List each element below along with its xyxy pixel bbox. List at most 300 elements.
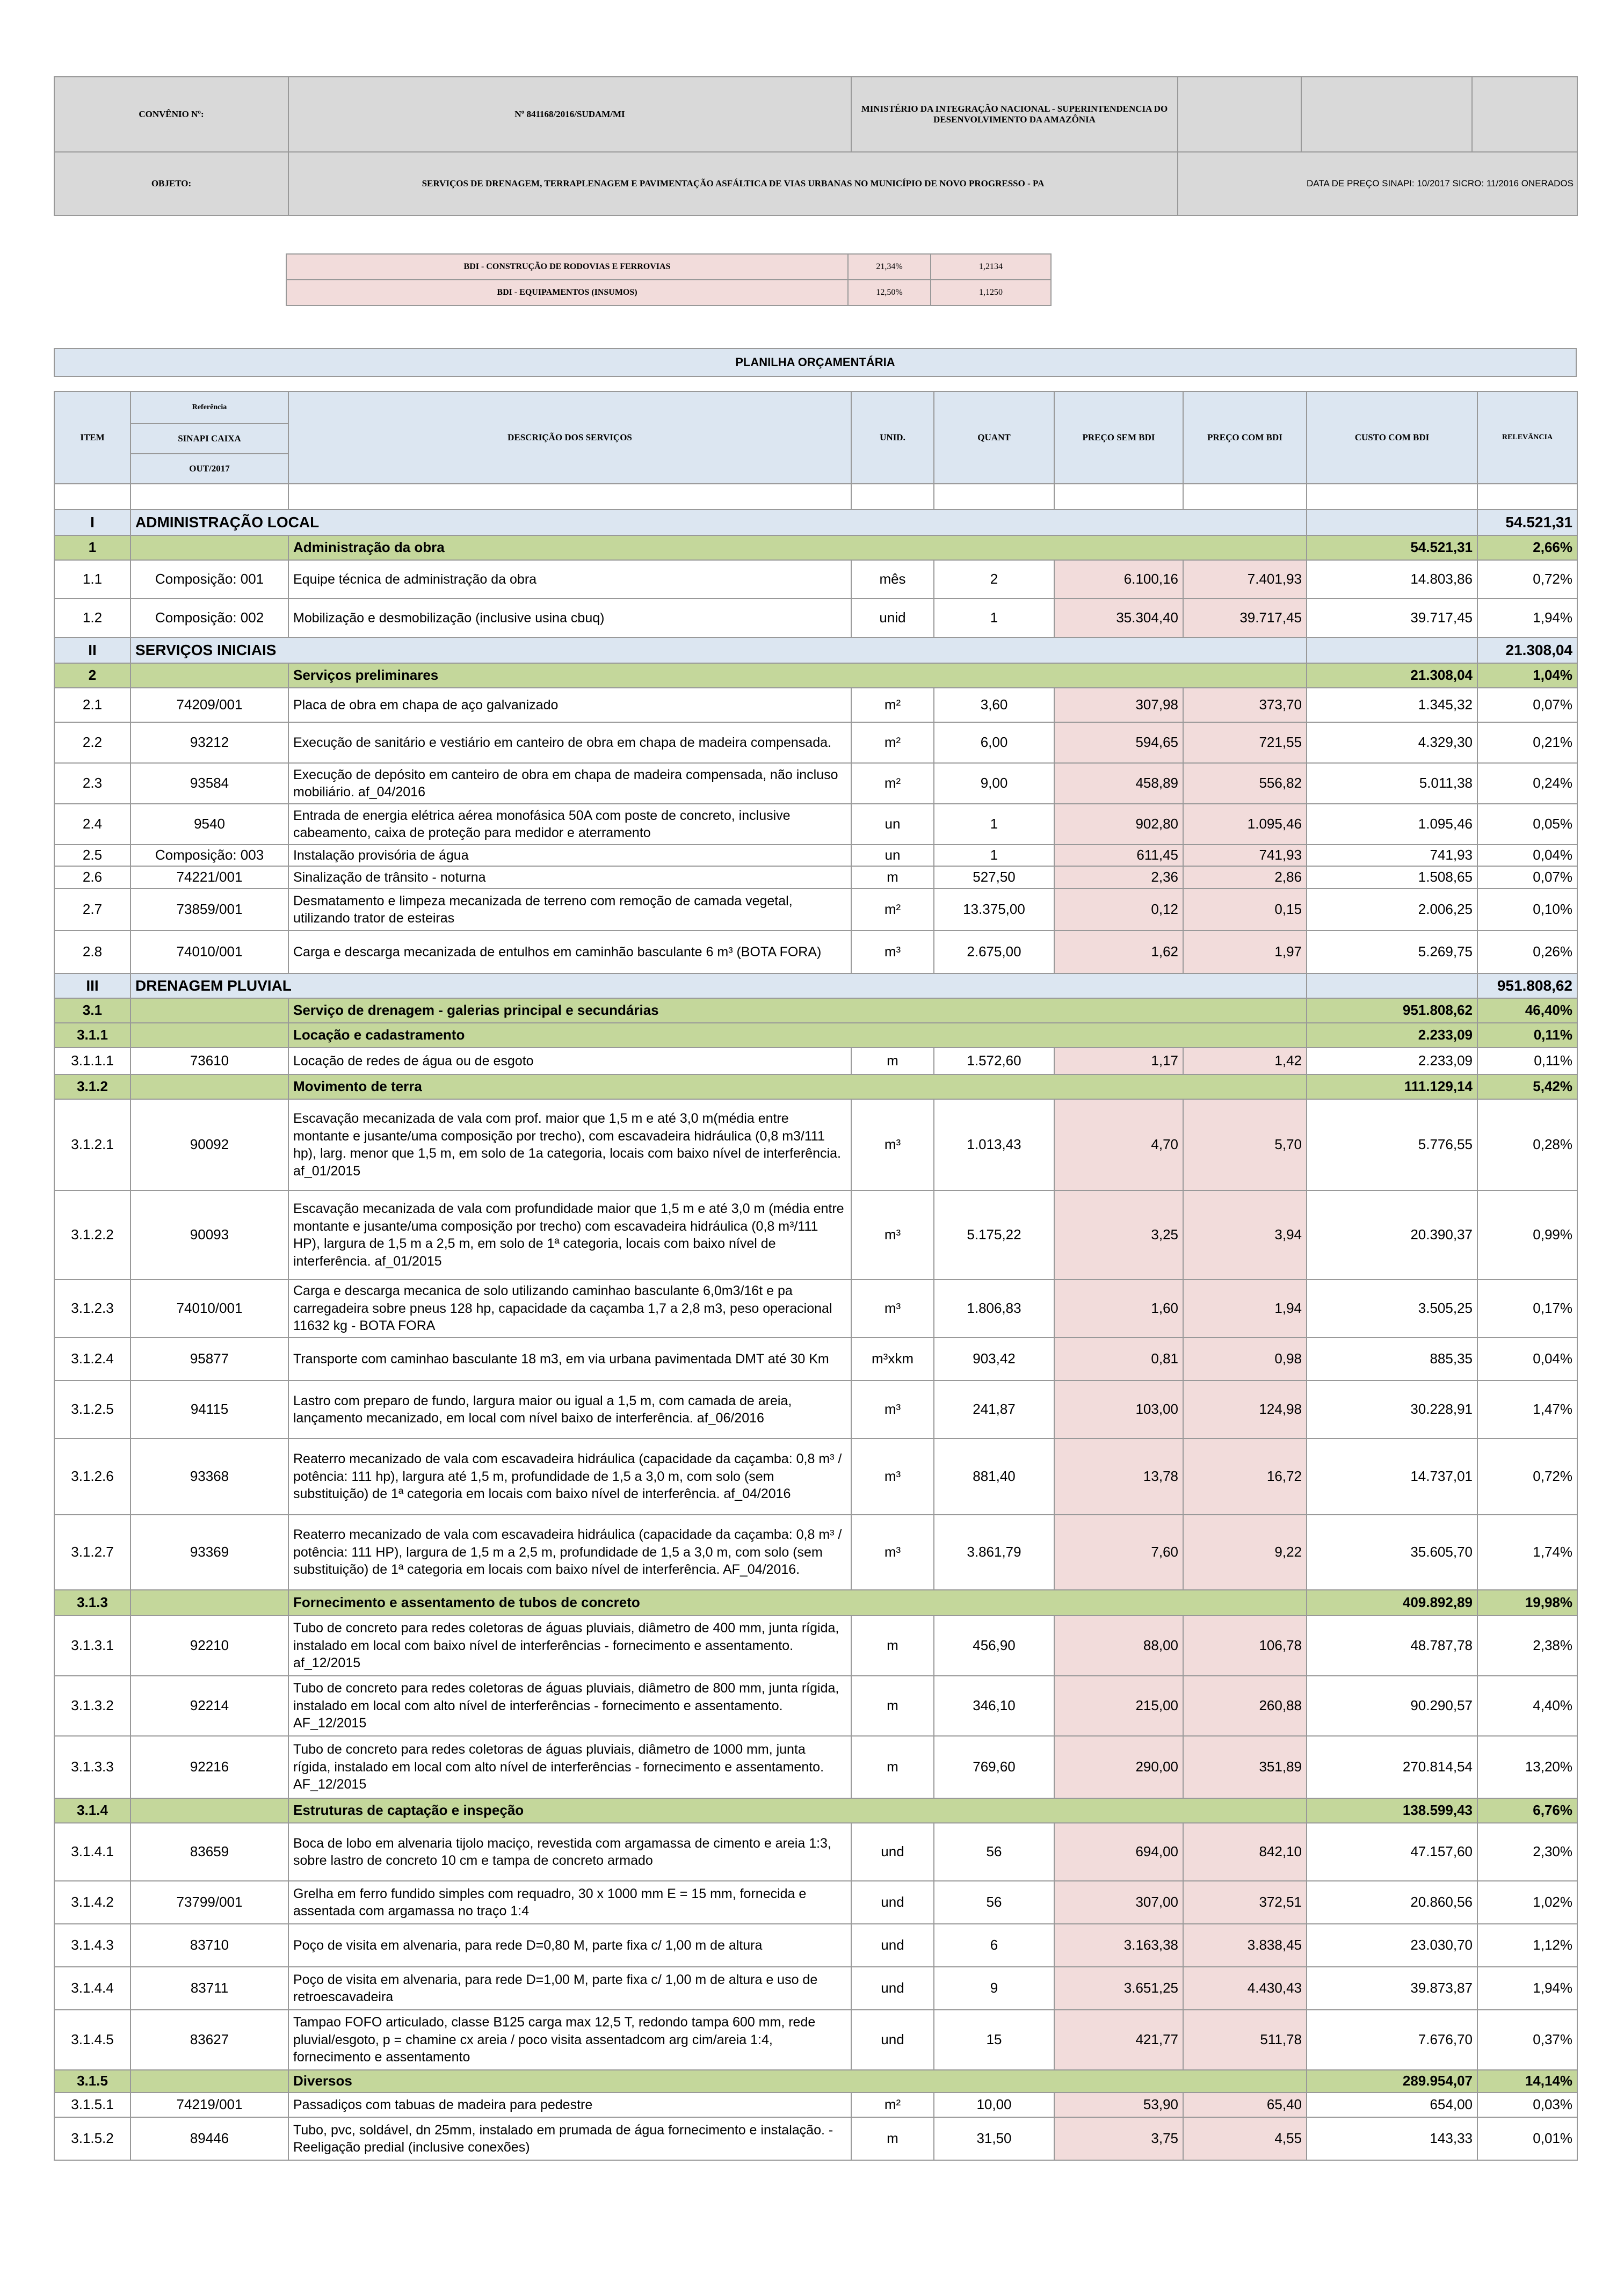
item-number: 3.1.2.6 — [54, 1438, 130, 1515]
item-quantity: 346,10 — [934, 1676, 1054, 1736]
item-relevancia: 0,37% — [1477, 2010, 1577, 2070]
item-relevancia: 0,11% — [1477, 1048, 1577, 1074]
item-preco-com-bdi: 372,51 — [1183, 1881, 1307, 1924]
item-preco-com-bdi: 5,70 — [1183, 1099, 1307, 1190]
item-preco-sem-bdi: 902,80 — [1054, 804, 1183, 845]
item-unit: m² — [851, 763, 934, 804]
item-preco-sem-bdi: 458,89 — [1054, 763, 1183, 804]
item-custo: 951.808,62 — [1477, 973, 1577, 998]
item-reference: 93369 — [130, 1515, 288, 1590]
item-custo: 3.505,25 — [1307, 1280, 1477, 1338]
group-title: Serviço de drenagem - galerias principal e secundárias — [288, 998, 1307, 1023]
item-relevancia: 1,02% — [1477, 1881, 1577, 1924]
item-relevancia: 2,38% — [1477, 1616, 1577, 1676]
table-row — [54, 2117, 1577, 2160]
item-number: 3.1.2.2 — [54, 1190, 130, 1280]
item-preco-sem-bdi: 3.163,38 — [1054, 1924, 1183, 1967]
item-custo: 20.860,56 — [1307, 1881, 1477, 1924]
item-preco-sem-bdi: 0,81 — [1054, 1338, 1183, 1380]
item-number: III — [54, 973, 130, 998]
item-quantity: 2 — [934, 560, 1054, 599]
item-relevancia: 2,30% — [1477, 1823, 1577, 1881]
group-row — [54, 2070, 1577, 2092]
col-preco-sem-bdi: PREÇO SEM BDI — [1054, 391, 1183, 484]
item-relevancia: 0,05% — [1477, 804, 1577, 845]
item-preco-sem-bdi: 3.651,25 — [1054, 1967, 1183, 2010]
item-relevancia: 0,17% — [1477, 1280, 1577, 1338]
item-relevancia: 0,03% — [1477, 2092, 1577, 2117]
item-reference: 74209/001 — [130, 688, 288, 722]
item-preco-sem-bdi: 53,90 — [1054, 2092, 1183, 2117]
item-unit: m — [851, 1048, 934, 1074]
item-quantity: 1.806,83 — [934, 1280, 1054, 1338]
item-relevancia: 2,66% — [1477, 535, 1577, 560]
item-relevancia: 0,99% — [1477, 1190, 1577, 1280]
item-relevancia: 13,20% — [1477, 1736, 1577, 1798]
item-reference: 74221/001 — [130, 866, 288, 889]
item-relevancia: 0,72% — [1477, 1438, 1577, 1515]
item-number: 3.1.4.2 — [54, 1881, 130, 1924]
item-description: Carga e descarga mecanizada de entulhos em caminhão basculante 6 m³ (BOTA FORA) — [288, 931, 851, 973]
item-number: 3.1.2.4 — [54, 1338, 130, 1380]
item-number: 1 — [54, 535, 130, 560]
item-preco-com-bdi: 721,55 — [1183, 722, 1307, 763]
item-unit: und — [851, 2010, 934, 2070]
item-quantity: 31,50 — [934, 2117, 1054, 2160]
item-custo: 741,93 — [1307, 845, 1477, 866]
item-reference: 74219/001 — [130, 2092, 288, 2117]
empty-row — [54, 484, 1577, 510]
item-relevancia: 0,01% — [1477, 2117, 1577, 2160]
item-description: Execução de sanitário e vestiário em canteiro de obra em chapa de madeira compensada. — [288, 722, 851, 763]
item-number: I — [54, 510, 130, 535]
item-preco-com-bdi: 7.401,93 — [1183, 560, 1307, 599]
item-relevancia: 0,21% — [1477, 722, 1577, 763]
item-preco-com-bdi: 511,78 — [1183, 2010, 1307, 2070]
item-unit: m² — [851, 889, 934, 931]
item-description: Reaterro mecanizado de vala com escavadeira hidráulica (capacidade da caçamba: 0,8 m³ / potência: 111 hp), largura até 1,5 m, profundidade de 1,5 a 3,0 m, com solo (sem substituição) de 1ª categoria em locais com baixo nível de interferência. af_04/2016 — [288, 1438, 851, 1515]
bdi-factor: 1,2134 — [931, 254, 1051, 280]
table-row — [54, 1736, 1577, 1798]
item-preco-com-bdi: 9,22 — [1183, 1515, 1307, 1590]
item-number: 3.1.2.1 — [54, 1099, 130, 1190]
item-preco-com-bdi: 1,97 — [1183, 931, 1307, 973]
bdi-label: BDI - EQUIPAMENTOS (INSUMOS) — [286, 280, 848, 306]
table-row — [54, 1380, 1577, 1438]
item-unit: un — [851, 845, 934, 866]
item-custo: 39.873,87 — [1307, 1967, 1477, 2010]
item-preco-com-bdi: 106,78 — [1183, 1616, 1307, 1676]
col-unid: UNID. — [851, 391, 934, 484]
header-blank — [1301, 77, 1472, 152]
item-reference: 90093 — [130, 1190, 288, 1280]
item-preco-com-bdi: 842,10 — [1183, 1823, 1307, 1881]
item-unit: m — [851, 2117, 934, 2160]
group-title: Movimento de terra — [288, 1074, 1307, 1099]
col-sinapi: SINAPI CAIXA — [130, 424, 288, 454]
table-row — [54, 1515, 1577, 1590]
item-unit: m — [851, 1676, 934, 1736]
item-custo: 39.717,45 — [1307, 599, 1477, 637]
item-unit: m — [851, 1736, 934, 1798]
bdi-percent: 12,50% — [848, 280, 931, 306]
item-number: II — [54, 637, 130, 663]
item-reference: 73610 — [130, 1048, 288, 1074]
table-row — [54, 1676, 1577, 1736]
item-preco-sem-bdi: 35.304,40 — [1054, 599, 1183, 637]
item-preco-com-bdi: 65,40 — [1183, 2092, 1307, 2117]
table-row — [54, 866, 1577, 889]
item-reference: Composição: 003 — [130, 845, 288, 866]
item-reference: 83627 — [130, 2010, 288, 2070]
item-custo: 1.345,32 — [1307, 688, 1477, 722]
item-unit: m³ — [851, 931, 934, 973]
item-reference: 74010/001 — [130, 931, 288, 973]
item-number: 3.1.4.3 — [54, 1924, 130, 1967]
group-row — [54, 1798, 1577, 1823]
item-preco-com-bdi: 3,94 — [1183, 1190, 1307, 1280]
group-row — [54, 1074, 1577, 1099]
item-preco-sem-bdi: 1,17 — [1054, 1048, 1183, 1074]
budget-title: PLANILHA ORÇAMENTÁRIA — [54, 348, 1577, 377]
item-preco-sem-bdi: 7,60 — [1054, 1515, 1183, 1590]
item-preco-sem-bdi: 1,62 — [1054, 931, 1183, 973]
item-preco-sem-bdi: 0,12 — [1054, 889, 1183, 931]
item-preco-sem-bdi: 694,00 — [1054, 1823, 1183, 1881]
col-relevancia: RELEVÂNCIA — [1477, 391, 1577, 484]
item-custo: 48.787,78 — [1307, 1616, 1477, 1676]
item-description: Lastro com preparo de fundo, largura maior ou igual a 1,5 m, com camada de areia, lançamento mecanizado, em local com nível baixo de interferência. af_06/2016 — [288, 1380, 851, 1438]
item-preco-sem-bdi: 13,78 — [1054, 1438, 1183, 1515]
table-row — [54, 1338, 1577, 1380]
item-custo: 5.011,38 — [1307, 763, 1477, 804]
item-description: Execução de depósito em canteiro de obra em chapa de madeira compensada, não incluso mobiliário. af_04/2016 — [288, 763, 851, 804]
item-unit: unid — [851, 599, 934, 637]
item-description: Reaterro mecanizado de vala com escavadeira hidráulica (capacidade da caçamba: 0,8 m³ / potência: 111 HP), largura de 1,5 m a 2,5 m, profundidade de 1,5 a 3,0 m, com solo (sem substituição) de 1ª categoria em locais com baixo nível de interferência. AF_04/2016. — [288, 1515, 851, 1590]
item-description: Locação de redes de água ou de esgoto — [288, 1048, 851, 1074]
col-descricao: DESCRIÇÃO DOS SERVIÇOS — [288, 391, 851, 484]
group-title: Serviços preliminares — [288, 663, 1307, 688]
item-custo: 21.308,04 — [1307, 663, 1477, 688]
col-quant: QUANT — [934, 391, 1054, 484]
item-preco-com-bdi: 1.095,46 — [1183, 804, 1307, 845]
item-unit: m³ — [851, 1280, 934, 1338]
item-relevancia: 0,26% — [1477, 931, 1577, 973]
item-number: 3.1.2.3 — [54, 1280, 130, 1338]
budget-table — [54, 391, 1578, 2161]
item-reference: 89446 — [130, 2117, 288, 2160]
item-number: 3.1.5 — [54, 2070, 130, 2092]
item-number: 3.1.5.2 — [54, 2117, 130, 2160]
item-quantity: 903,42 — [934, 1338, 1054, 1380]
item-description: Poço de visita em alvenaria, para rede D=0,80 M, parte fixa c/ 1,00 m de altura — [288, 1924, 851, 1967]
item-preco-sem-bdi: 290,00 — [1054, 1736, 1183, 1798]
item-number: 3.1.1.1 — [54, 1048, 130, 1074]
item-unit: m — [851, 1616, 934, 1676]
item-quantity: 56 — [934, 1881, 1054, 1924]
item-preco-com-bdi: 124,98 — [1183, 1380, 1307, 1438]
table-row — [54, 1881, 1577, 1924]
item-custo: 5.776,55 — [1307, 1099, 1477, 1190]
table-row — [54, 889, 1577, 931]
table-row — [54, 931, 1577, 973]
item-number: 3.1.4.4 — [54, 1967, 130, 2010]
data-preco-text: DATA DE PREÇO SINAPI: 10/2017 SICRO: 11/2016 ONERADOS — [1178, 152, 1577, 215]
item-description: Placa de obra em chapa de aço galvanizado — [288, 688, 851, 722]
item-description: Tubo de concreto para redes coletoras de águas pluviais, diâmetro de 1000 mm, junta rígida, instalado em local com alto nível de interferências - fornecimento e assentamento. AF_12/2015 — [288, 1736, 851, 1798]
bdi-label: BDI - CONSTRUÇÃO DE RODOVIAS E FERROVIAS — [286, 254, 848, 280]
item-unit: m² — [851, 2092, 934, 2117]
group-title: Estruturas de captação e inspeção — [288, 1798, 1307, 1823]
item-relevancia: 6,76% — [1477, 1798, 1577, 1823]
item-reference: 92214 — [130, 1676, 288, 1736]
convenio-value: Nº 841168/2016/SUDAM/MI — [288, 77, 851, 152]
header-table — [54, 76, 1578, 216]
item-reference: Composição: 001 — [130, 560, 288, 599]
item-preco-com-bdi: 351,89 — [1183, 1736, 1307, 1798]
table-row — [54, 599, 1577, 637]
item-preco-com-bdi: 260,88 — [1183, 1676, 1307, 1736]
item-quantity: 10,00 — [934, 2092, 1054, 2117]
col-preco-com-bdi: PREÇO COM BDI — [1183, 391, 1307, 484]
table-row — [54, 1048, 1577, 1074]
item-unit: m³ — [851, 1438, 934, 1515]
item-description: Tubo de concreto para redes coletoras de águas pluviais, diâmetro de 800 mm, junta rígida, instalado em local com alto nível de interferências - fornecimento e assentamento. AF_12/2015 — [288, 1676, 851, 1736]
item-custo: 1.095,46 — [1307, 804, 1477, 845]
item-quantity: 1 — [934, 804, 1054, 845]
table-row — [54, 722, 1577, 763]
item-description: Transporte com caminhao basculante 18 m3, em via urbana pavimentada DMT até 30 Km — [288, 1338, 851, 1380]
item-quantity: 3.861,79 — [934, 1515, 1054, 1590]
item-quantity: 456,90 — [934, 1616, 1054, 1676]
item-custo: 1.508,65 — [1307, 866, 1477, 889]
item-custo: 409.892,89 — [1307, 1590, 1477, 1616]
item-number: 3.1.4 — [54, 1798, 130, 1823]
item-quantity: 56 — [934, 1823, 1054, 1881]
item-relevancia: 0,24% — [1477, 763, 1577, 804]
objeto-label: OBJETO: — [54, 152, 288, 215]
item-quantity: 9 — [934, 1967, 1054, 2010]
item-reference: 94115 — [130, 1380, 288, 1438]
item-unit: m³ — [851, 1515, 934, 1590]
item-custo: 654,00 — [1307, 2092, 1477, 2117]
item-relevancia: 0,04% — [1477, 845, 1577, 866]
item-reference: 83711 — [130, 1967, 288, 2010]
item-reference: 95877 — [130, 1338, 288, 1380]
item-description: Instalação provisória de água — [288, 845, 851, 866]
item-number: 3.1.2.7 — [54, 1515, 130, 1590]
item-preco-com-bdi: 1,42 — [1183, 1048, 1307, 1074]
item-preco-com-bdi: 16,72 — [1183, 1438, 1307, 1515]
table-row — [54, 560, 1577, 599]
item-unit: und — [851, 1924, 934, 1967]
bdi-factor: 1,1250 — [931, 280, 1051, 306]
item-description: Escavação mecanizada de vala com prof. maior que 1,5 m e até 3,0 m(média entre montante e jusante/uma composição por trecho), com escavadeira hidráulica (0,8 m3/111 hp), larg. menor que 1,5 m, em solo de 1a categoria, locais com baixo nível de interferência. af_01/2015 — [288, 1099, 851, 1190]
item-relevancia: 0,11% — [1477, 1023, 1577, 1048]
header-blank — [1178, 77, 1301, 152]
item-relevancia: 1,04% — [1477, 663, 1577, 688]
item-preco-com-bdi: 373,70 — [1183, 688, 1307, 722]
item-preco-sem-bdi: 594,65 — [1054, 722, 1183, 763]
item-custo: 270.814,54 — [1307, 1736, 1477, 1798]
convenio-label: CONVÊNIO Nº: — [54, 77, 288, 152]
item-number: 3.1 — [54, 998, 130, 1023]
item-reference: 83659 — [130, 1823, 288, 1881]
item-quantity: 1 — [934, 845, 1054, 866]
item-unit: m³ — [851, 1190, 934, 1280]
item-relevancia: 0,07% — [1477, 866, 1577, 889]
group-title: Locação e cadastramento — [288, 1023, 1307, 1048]
group-title: Fornecimento e assentamento de tubos de concreto — [288, 1590, 1307, 1616]
item-number: 2.3 — [54, 763, 130, 804]
item-preco-sem-bdi: 421,77 — [1054, 2010, 1183, 2070]
group-title: Administração da obra — [288, 535, 1307, 560]
item-preco-com-bdi: 1,94 — [1183, 1280, 1307, 1338]
item-quantity: 9,00 — [934, 763, 1054, 804]
item-unit: m³ — [851, 1380, 934, 1438]
item-number: 3.1.4.1 — [54, 1823, 130, 1881]
header-blank — [1472, 77, 1577, 152]
group-row — [54, 535, 1577, 560]
item-unit: m³xkm — [851, 1338, 934, 1380]
item-preco-sem-bdi: 2,36 — [1054, 866, 1183, 889]
item-unit: und — [851, 1967, 934, 2010]
item-number: 3.1.4.5 — [54, 2010, 130, 2070]
item-preco-com-bdi: 0,15 — [1183, 889, 1307, 931]
item-custo: 289.954,07 — [1307, 2070, 1477, 2092]
section-row — [54, 973, 1577, 998]
item-preco-com-bdi: 4,55 — [1183, 2117, 1307, 2160]
item-unit: m — [851, 866, 934, 889]
item-quantity: 1.572,60 — [934, 1048, 1054, 1074]
item-quantity: 241,87 — [934, 1380, 1054, 1438]
table-row — [54, 804, 1577, 845]
section-title: ADMINISTRAÇÃO LOCAL — [130, 510, 1307, 535]
item-relevancia: 1,94% — [1477, 1967, 1577, 2010]
item-preco-sem-bdi: 3,25 — [1054, 1190, 1183, 1280]
item-number: 3.1.2 — [54, 1074, 130, 1099]
item-relevancia: 1,47% — [1477, 1380, 1577, 1438]
item-quantity: 3,60 — [934, 688, 1054, 722]
item-reference: Composição: 002 — [130, 599, 288, 637]
item-reference: 93212 — [130, 722, 288, 763]
item-description: Mobilização e desmobilização (inclusive usina cbuq) — [288, 599, 851, 637]
table-row — [54, 1924, 1577, 1967]
item-unit: und — [851, 1881, 934, 1924]
item-reference: 9540 — [130, 804, 288, 845]
item-reference: 73799/001 — [130, 1881, 288, 1924]
item-relevancia: 0,72% — [1477, 560, 1577, 599]
item-preco-com-bdi: 39.717,45 — [1183, 599, 1307, 637]
col-item: ITEM — [54, 391, 130, 484]
group-row — [54, 1023, 1577, 1048]
item-preco-com-bdi: 4.430,43 — [1183, 1967, 1307, 2010]
item-relevancia: 46,40% — [1477, 998, 1577, 1023]
item-preco-sem-bdi: 103,00 — [1054, 1380, 1183, 1438]
item-custo: 951.808,62 — [1307, 998, 1477, 1023]
item-custo: 2.233,09 — [1307, 1048, 1477, 1074]
item-relevancia: 19,98% — [1477, 1590, 1577, 1616]
item-reference: 74010/001 — [130, 1280, 288, 1338]
item-description: Tubo de concreto para redes coletoras de águas pluviais, diâmetro de 400 mm, junta rígida, instalado em local com baixo nível de interferências - fornecimento e assentamento. af_12/2015 — [288, 1616, 851, 1676]
col-referencia: Referência — [130, 391, 288, 424]
item-reference: 90092 — [130, 1099, 288, 1190]
item-number: 3.1.2.5 — [54, 1380, 130, 1438]
item-preco-sem-bdi: 4,70 — [1054, 1099, 1183, 1190]
item-reference: 83710 — [130, 1924, 288, 1967]
item-custo: 111.129,14 — [1307, 1074, 1477, 1099]
item-description: Entrada de energia elétrica aérea monofásica 50A com poste de concreto, inclusive cabeamento, caixa de proteção para medidor e aterramento — [288, 804, 851, 845]
item-quantity: 527,50 — [934, 866, 1054, 889]
item-quantity: 769,60 — [934, 1736, 1054, 1798]
item-preco-sem-bdi: 88,00 — [1054, 1616, 1183, 1676]
item-custo: 23.030,70 — [1307, 1924, 1477, 1967]
item-quantity: 13.375,00 — [934, 889, 1054, 931]
section-title: DRENAGEM PLUVIAL — [130, 973, 1307, 998]
item-number: 1.1 — [54, 560, 130, 599]
item-description: Poço de visita em alvenaria, para rede D=1,00 M, parte fixa c/ 1,00 m de altura e uso de retroescavadeira — [288, 1967, 851, 2010]
item-unit: und — [851, 1823, 934, 1881]
item-reference: 93584 — [130, 763, 288, 804]
item-reference: 92210 — [130, 1616, 288, 1676]
item-unit: m³ — [851, 1099, 934, 1190]
item-preco-com-bdi: 741,93 — [1183, 845, 1307, 866]
item-preco-com-bdi: 3.838,45 — [1183, 1924, 1307, 1967]
item-custo: 885,35 — [1307, 1338, 1477, 1380]
item-custo: 21.308,04 — [1477, 637, 1577, 663]
bdi-row — [286, 280, 1051, 306]
table-row — [54, 1823, 1577, 1881]
item-custo: 5.269,75 — [1307, 931, 1477, 973]
item-number: 2.4 — [54, 804, 130, 845]
item-preco-sem-bdi: 215,00 — [1054, 1676, 1183, 1736]
item-preco-sem-bdi: 1,60 — [1054, 1280, 1183, 1338]
item-description: Tubo, pvc, soldável, dn 25mm, instalado em prumada de água fornecimento e instalação. - Reeligação predial (inclusive conexões) — [288, 2117, 851, 2160]
group-row — [54, 663, 1577, 688]
item-relevancia: 0,04% — [1477, 1338, 1577, 1380]
item-custo: 14.803,86 — [1307, 560, 1477, 599]
item-description: Desmatamento e limpeza mecanizada de terreno com remoção de camada vegetal, utilizando trator de esteiras — [288, 889, 851, 931]
objeto-value: SERVIÇOS DE DRENAGEM, TERRAPLENAGEM E PAVIMENTAÇÃO ASFÁLTICA DE VIAS URBANAS NO MUNICÍPIO DE NOVO PROGRESSO - PA — [288, 152, 1178, 215]
bdi-row — [286, 254, 1051, 280]
item-description: Tampao FOFO articulado, classe B125 carga max 12,5 T, redondo tampa 600 mm, rede pluvial/esgoto, p = chamine cx areia / poco visita assentadcom arg cim/areia 1:4, fornecimento e assentamento — [288, 2010, 851, 2070]
item-custo: 20.390,37 — [1307, 1190, 1477, 1280]
item-reference: 93368 — [130, 1438, 288, 1515]
item-number: 2.5 — [54, 845, 130, 866]
item-reference: 92216 — [130, 1736, 288, 1798]
item-number: 3.1.3.3 — [54, 1736, 130, 1798]
section-row — [54, 637, 1577, 663]
bdi-percent: 21,34% — [848, 254, 931, 280]
item-preco-com-bdi: 0,98 — [1183, 1338, 1307, 1380]
item-custo: 54.521,31 — [1477, 510, 1577, 535]
item-unit: un — [851, 804, 934, 845]
item-description: Grelha em ferro fundido simples com requadro, 30 x 1000 mm E = 15 mm, fornecida e assentada com argamassa no traço 1:4 — [288, 1881, 851, 1924]
item-custo: 143,33 — [1307, 2117, 1477, 2160]
item-description: Equipe técnica de administração da obra — [288, 560, 851, 599]
table-row — [54, 1099, 1577, 1190]
item-unit: m² — [851, 722, 934, 763]
table-row — [54, 1438, 1577, 1515]
item-custo: 30.228,91 — [1307, 1380, 1477, 1438]
item-relevancia: 14,14% — [1477, 2070, 1577, 2092]
item-relevancia: 4,40% — [1477, 1676, 1577, 1736]
item-number: 2 — [54, 663, 130, 688]
item-custo: 14.737,01 — [1307, 1438, 1477, 1515]
ministerio-text: MINISTÉRIO DA INTEGRAÇÃO NACIONAL - SUPERINTENDENCIA DO DESENVOLVIMENTO DA AMAZÔNIA — [851, 77, 1178, 152]
group-row — [54, 1590, 1577, 1616]
section-row — [54, 510, 1577, 535]
